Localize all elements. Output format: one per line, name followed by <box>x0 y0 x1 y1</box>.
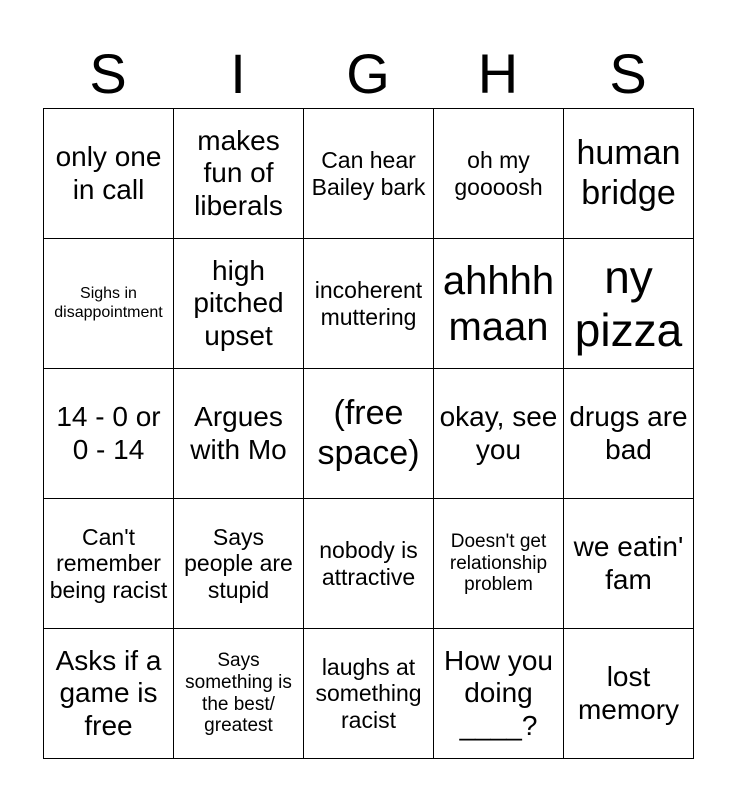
bingo-cell[interactable]: ahhhh maan <box>434 239 564 369</box>
bingo-cell[interactable]: ny pizza <box>564 239 694 369</box>
bingo-cell[interactable]: Can hear Bailey bark <box>304 109 434 239</box>
header-letter: I <box>230 42 246 105</box>
bingo-grid <box>43 108 694 759</box>
bingo-row <box>44 369 694 499</box>
bingo-cell[interactable]: only one in call <box>44 109 174 239</box>
bingo-row <box>44 629 694 759</box>
bingo-cell[interactable]: oh my goooosh <box>434 109 564 239</box>
bingo-cell[interactable]: Doesn't get relationship problem <box>434 499 564 629</box>
bingo-cell[interactable]: Says people are stupid <box>174 499 304 629</box>
bingo-cell[interactable]: okay, see you <box>434 369 564 499</box>
header-letter: H <box>477 42 519 105</box>
bingo-cell[interactable]: lost memory <box>564 629 694 759</box>
bingo-cell free-space[interactable]: (free space) <box>304 369 434 499</box>
bingo-cell[interactable]: nobody is attractive <box>304 499 434 629</box>
bingo-row <box>44 499 694 629</box>
bingo-cell[interactable]: we eatin' fam <box>564 499 694 629</box>
bingo-cell[interactable]: incoherent muttering <box>304 239 434 369</box>
bingo-cell[interactable]: Sighs in disappointment <box>44 239 174 369</box>
bingo-row <box>44 109 694 239</box>
header-letter: G <box>346 42 390 105</box>
bingo-cell[interactable]: drugs are bad <box>564 369 694 499</box>
bingo-cell[interactable]: Argues with Mo <box>174 369 304 499</box>
bingo-cell[interactable]: Asks if a game is free <box>44 629 174 759</box>
header-letter: S <box>89 42 127 105</box>
bingo-header <box>43 40 693 108</box>
bingo-cell[interactable]: high pitched upset <box>174 239 304 369</box>
bingo-cell[interactable]: How you doing ____? <box>434 629 564 759</box>
bingo-row <box>44 239 694 369</box>
bingo-cell[interactable]: Can't remember being racist <box>44 499 174 629</box>
header-letter: S <box>609 42 647 105</box>
bingo-cell[interactable]: Says something is the best/ greatest <box>174 629 304 759</box>
bingo-cell[interactable]: 14 - 0 or 0 - 14 <box>44 369 174 499</box>
bingo-cell[interactable]: makes fun of liberals <box>174 109 304 239</box>
bingo-cell[interactable]: laughs at something racist <box>304 629 434 759</box>
bingo-cell[interactable]: human bridge <box>564 109 694 239</box>
